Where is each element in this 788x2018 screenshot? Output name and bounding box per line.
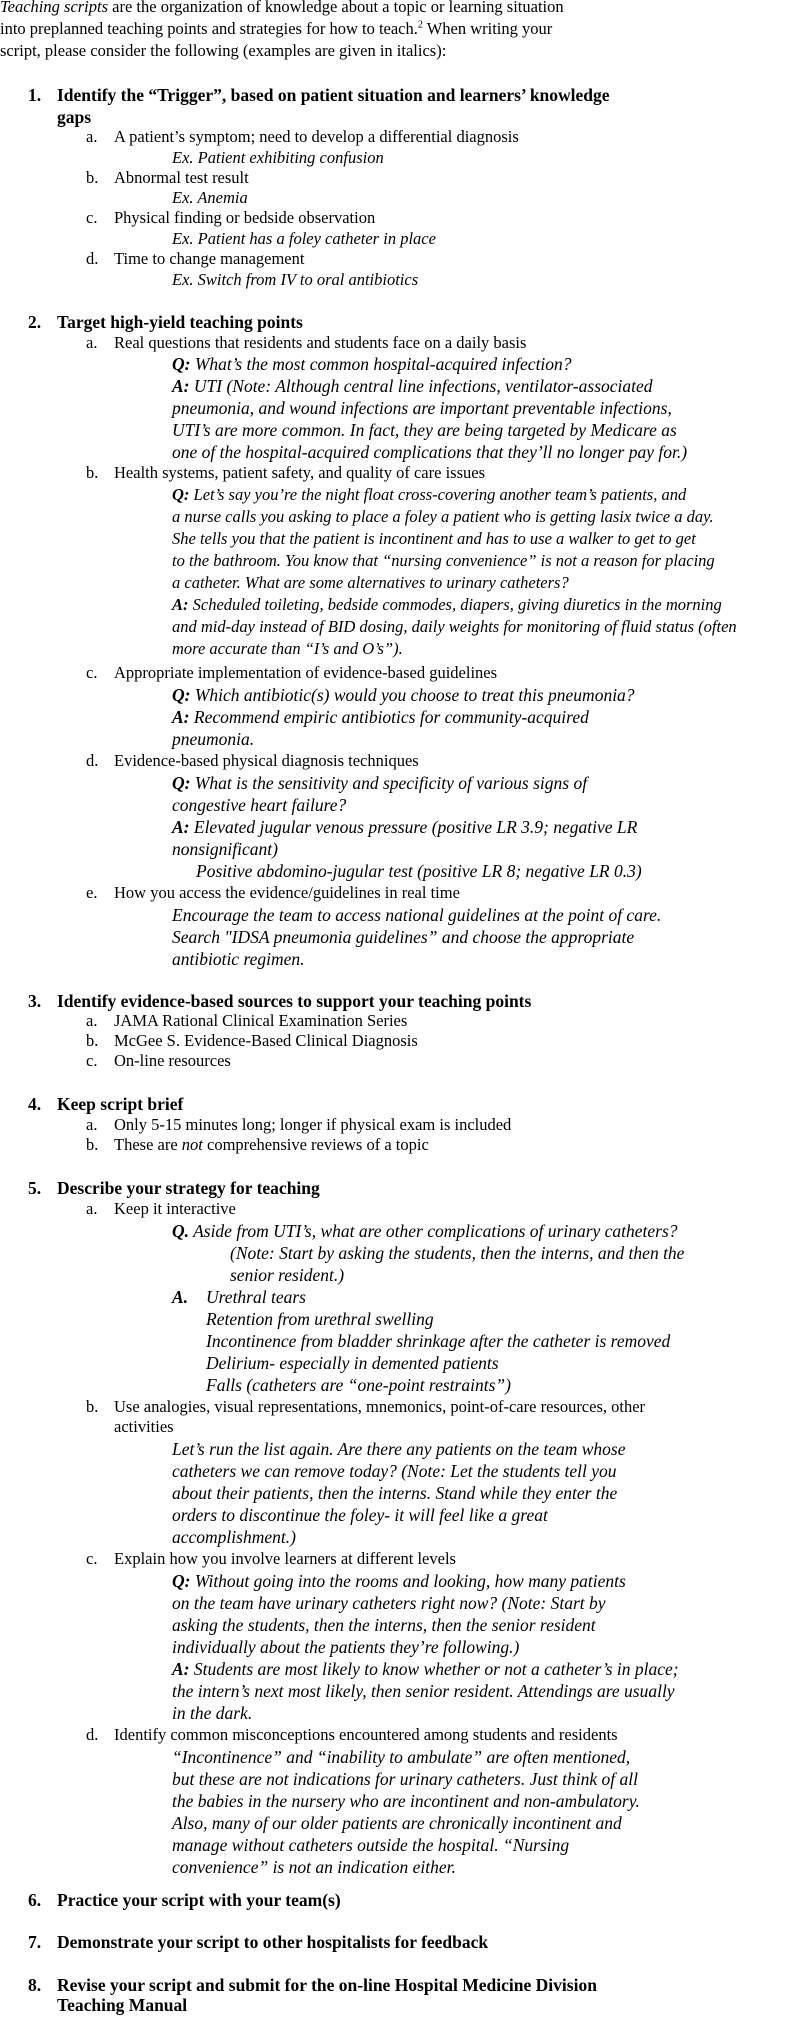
- item-text: Time to change management: [114, 249, 305, 268]
- example-text: but these are not indications for urinary catheters. Just think of all: [172, 1769, 638, 1789]
- question-text: Without going into the rooms and looking, how many patients: [190, 1571, 626, 1591]
- note-text-part: (Note: Start by asking the students, then the interns, and then the: [230, 1243, 685, 1263]
- answer-text: Positive abdomino-jugular test (positive LR 8; negative LR 0.3): [196, 861, 642, 881]
- list-label: d.: [86, 751, 99, 770]
- item-text: Appropriate implementation of evidence-based guidelines: [114, 663, 498, 682]
- example-text: Ex. Switch from IV to oral antibiotics: [172, 270, 419, 289]
- answer-line: [172, 816, 637, 838]
- answer-text: Delirium- especially in demented patients: [206, 1353, 499, 1373]
- item-text: Real questions that residents and students face on a daily basis: [114, 333, 527, 352]
- example-text: the babies in the nursery who are incontinent and non-ambulatory.: [172, 1791, 640, 1811]
- answer-line: [172, 594, 722, 616]
- item-text-part: comprehensive reviews of a topic: [202, 1135, 429, 1154]
- item-text: On-line resources: [114, 1051, 231, 1070]
- example-text: about their patients, then the interns. Stand while they enter the: [172, 1483, 618, 1503]
- question-text: asking the students, then the interns, then the senior resident: [172, 1615, 596, 1635]
- list-label: c.: [86, 1051, 98, 1070]
- example-text: Ex. Patient exhibiting confusion: [172, 148, 384, 167]
- list-label: a.: [86, 1011, 98, 1030]
- answer-text: more accurate than “I’s and O’s”).: [172, 639, 403, 658]
- section-8-title-cont: Teaching Manual: [57, 1995, 188, 2015]
- list-label: a.: [86, 127, 98, 146]
- question-text: Let’s say you’re the night float cross-covering another team’s patients, and: [189, 485, 687, 504]
- item-text: Identify common misconceptions encountered among students and residents: [114, 1725, 618, 1744]
- intro-line-3: script, please consider the following (examples are given in italics):: [0, 41, 447, 60]
- question-label: Q:: [172, 685, 191, 705]
- intro-text: are the organization of knowledge about a topic or learning situation: [108, 0, 564, 16]
- item-text: [114, 1134, 429, 1156]
- section-7-number: 7.: [28, 1932, 42, 1952]
- item-text-part: These are: [114, 1135, 182, 1154]
- footnote-ref: 2: [417, 19, 423, 31]
- example-text: Encourage the team to access national guidelines at the point of care.: [172, 905, 662, 925]
- section-1-number: 1.: [28, 85, 42, 105]
- section-2-title: Target high-yield teaching points: [57, 312, 303, 332]
- item-text: JAMA Rational Clinical Examination Series: [114, 1011, 408, 1030]
- example-text: Ex. Anemia: [172, 188, 248, 207]
- answer-text: the intern’s next most likely, then senior resident. Attendings are usually: [172, 1681, 675, 1701]
- intro-text: When writing your: [422, 19, 553, 38]
- list-label: c.: [86, 663, 98, 682]
- list-label: a.: [86, 1115, 98, 1134]
- question-text: a nurse calls you asking to place a foley a patient who is getting lasix twice a day.: [172, 507, 714, 526]
- question-text: Aside from UTI’s, what are other complications of urinary catheters?: [189, 1221, 678, 1241]
- note-text: senior resident.): [230, 1265, 345, 1285]
- answer-label: A:: [172, 595, 189, 614]
- example-text: manage without catheters outside the hospital. “Nursing: [172, 1835, 570, 1855]
- intro-text: into preplanned teaching points and strategies for how to teach.: [0, 19, 418, 38]
- question-text: What is the sensitivity and specificity of various signs of: [190, 773, 588, 793]
- item-text: Explain how you involve learners at different levels: [114, 1549, 456, 1568]
- example-text: Let’s run the list again. Are there any patients on the team whose: [172, 1439, 626, 1459]
- answer-line: [172, 706, 589, 728]
- answer-text: Recommend empiric antibiotics for community-acquired: [189, 707, 589, 727]
- question-line: [172, 1220, 678, 1242]
- answer-text: UTI (Note: Although central line infections, ventilator-associated: [189, 376, 653, 396]
- question-label: Q.: [172, 1221, 190, 1241]
- question-text: What’s the most common hospital-acquired infection?: [190, 354, 572, 374]
- item-text: McGee S. Evidence-Based Clinical Diagnosis: [114, 1031, 418, 1050]
- item-text: Only 5-15 minutes long; longer if physical exam is included: [114, 1115, 512, 1134]
- item-text: activities: [114, 1417, 174, 1436]
- example-text: catheters we can remove today? (Note: Let the students tell you: [172, 1461, 617, 1481]
- question-text: a catheter. What are some alternatives to urinary catheters?: [172, 573, 569, 592]
- intro-term: Teaching scripts: [0, 0, 109, 16]
- list-label: d.: [86, 249, 99, 268]
- item-text: Health systems, patient safety, and quality of care issues: [114, 463, 485, 482]
- list-label: b.: [86, 1135, 99, 1154]
- section-7-title: Demonstrate your script to other hospitalists for feedback: [57, 1932, 489, 1952]
- answer-text: one of the hospital-acquired complications that they’ll no longer pay for.): [172, 442, 688, 462]
- answer-label: A:: [172, 707, 190, 727]
- question-text: congestive heart failure?: [172, 795, 347, 815]
- answer-text: nonsignificant): [172, 839, 278, 859]
- section-5-number: 5.: [28, 1178, 42, 1198]
- list-label: c.: [86, 208, 98, 227]
- question-label: Q:: [172, 485, 190, 504]
- item-text: Abnormal test result: [114, 168, 249, 187]
- answer-text: Students are most likely to know whether or not a catheter’s in place;: [189, 1659, 679, 1679]
- answer-text: and mid-day instead of BID dosing, daily weights for monitoring of fluid status (often: [172, 617, 737, 636]
- section-5-title: Describe your strategy for teaching: [57, 1178, 320, 1198]
- question-text: She tells you that the patient is incontinent and has to use a walker to get to get: [172, 529, 696, 548]
- answer-label: A:: [172, 1659, 190, 1679]
- example-text: antibiotic regimen.: [172, 949, 305, 969]
- item-text: Physical finding or bedside observation: [114, 208, 376, 227]
- section-2-number: 2.: [28, 312, 42, 332]
- section-1-title-cont: gaps: [57, 107, 92, 127]
- answer-text: Incontinence from bladder shrinkage after the catheter is removed: [206, 1331, 671, 1351]
- intro-line-1: [0, 0, 564, 18]
- example-text: convenience” is not an indication either.: [172, 1857, 456, 1877]
- section-8-title: Revise your script and submit for the on-line Hospital Medicine Division: [57, 1975, 597, 1995]
- answer-text: Elevated jugular venous pressure (positive LR 3.9; negative LR: [189, 817, 638, 837]
- answer-text: pneumonia.: [172, 729, 255, 749]
- example-text: “Incontinence” and “inability to ambulate” are often mentioned,: [172, 1747, 631, 1767]
- intro-line-2: [0, 18, 552, 40]
- question-text: Which antibiotic(s) would you choose to treat this pneumonia?: [190, 685, 635, 705]
- answer-line: [172, 375, 653, 397]
- section-6-title: Practice your script with your team(s): [57, 1890, 341, 1910]
- section-3-title: Identify evidence-based sources to support your teaching points: [57, 991, 532, 1011]
- note-text: [230, 1242, 684, 1264]
- item-text: Evidence-based physical diagnosis techniques: [114, 751, 419, 770]
- section-8-number: 8.: [28, 1975, 42, 1995]
- answer-text: Retention from urethral swelling: [206, 1309, 434, 1329]
- list-label: b.: [86, 463, 99, 482]
- list-label: c.: [86, 1549, 98, 1568]
- item-text: How you access the evidence/guidelines in real time: [114, 883, 460, 902]
- answer-label: [172, 1286, 188, 1308]
- example-text: Ex. Patient has a foley catheter in place: [172, 229, 436, 248]
- example-text: Also, many of our older patients are chronically incontinent and: [172, 1813, 622, 1833]
- section-4-number: 4.: [28, 1094, 42, 1114]
- answer-text: Falls (catheters are “one-point restraints”): [206, 1375, 511, 1395]
- answer-label-text: A.: [172, 1287, 189, 1307]
- list-label: b.: [86, 1031, 99, 1050]
- question-line: [172, 1570, 626, 1592]
- example-text: accomplishment.): [172, 1527, 296, 1547]
- section-3-number: 3.: [28, 991, 42, 1011]
- item-text: Use analogies, visual representations, mnemonics, point-of-care resources, other: [114, 1397, 646, 1416]
- question-text: individually about the patients they’re following.): [172, 1637, 520, 1657]
- answer-text: pneumonia, and wound infections are important preventable infections,: [172, 398, 672, 418]
- question-text: on the team have urinary catheters right now? (Note: Start by: [172, 1593, 606, 1613]
- list-label: a.: [86, 1199, 98, 1218]
- answer-text: Urethral tears: [206, 1287, 306, 1307]
- section-6-number: 6.: [28, 1890, 42, 1910]
- answer-text: in the dark.: [172, 1703, 253, 1723]
- question-line: [172, 484, 686, 506]
- answer-text: Scheduled toileting, bedside commodes, diapers, giving diuretics in the morning: [188, 595, 722, 614]
- question-label: Q:: [172, 354, 191, 374]
- question-label: Q:: [172, 1571, 191, 1591]
- item-text: Keep it interactive: [114, 1199, 236, 1218]
- question-text: to the bathroom. You know that “nursing convenience” is not a reason for placing: [172, 551, 715, 570]
- example-text: Search "IDSA pneumonia guidelines” and choose the appropriate: [172, 927, 635, 947]
- question-line: [172, 353, 572, 375]
- list-label: b.: [86, 168, 99, 187]
- question-line: [172, 684, 635, 706]
- list-label: a.: [86, 333, 98, 352]
- section-4-title: Keep script brief: [57, 1094, 184, 1114]
- item-text: A patient’s symptom; need to develop a differential diagnosis: [114, 127, 519, 146]
- list-label: d.: [86, 1725, 99, 1744]
- example-text: orders to discontinue the foley- it will feel like a great: [172, 1505, 548, 1525]
- list-label: b.: [86, 1397, 99, 1416]
- answer-label: A:: [172, 376, 190, 396]
- section-1-title: Identify the “Trigger”, based on patient situation and learners’ knowledge: [57, 85, 610, 105]
- question-line: [172, 772, 587, 794]
- emphasis: not: [181, 1135, 203, 1154]
- list-label: e.: [86, 883, 98, 902]
- answer-label: A:: [172, 817, 190, 837]
- answer-line: [172, 1658, 679, 1680]
- question-label: Q:: [172, 773, 191, 793]
- answer-text: UTI’s are more common. In fact, they are being targeted by Medicare as: [172, 420, 677, 440]
